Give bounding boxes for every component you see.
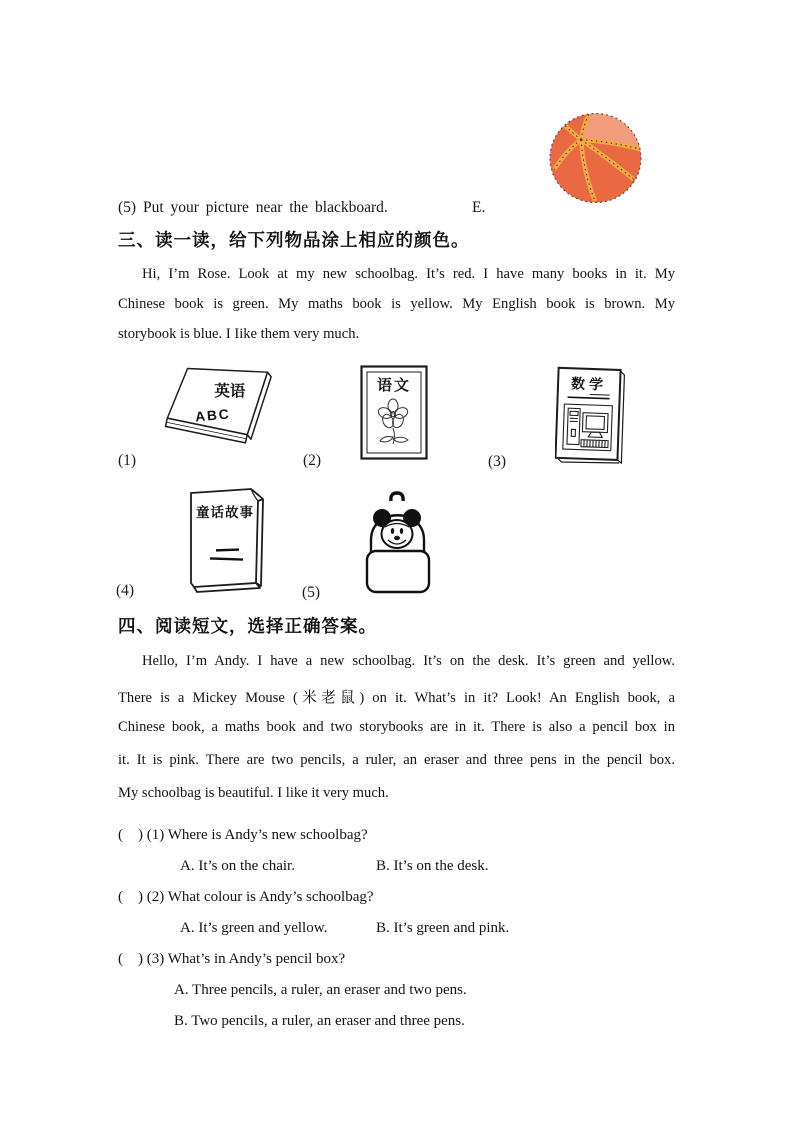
questions-block	[118, 820, 718, 1037]
figure-label: (1)	[118, 452, 137, 469]
passage-line: Chinese book is green. My maths book is yellow. My English book is brown. My	[118, 296, 675, 312]
option-a: A. It’s on the chair.	[180, 858, 295, 874]
figure-label: (3)	[488, 453, 507, 470]
rose-passage	[118, 266, 675, 356]
passage-line: Chinese book, a maths book and two storybooks are in it. There is also a pencil box in	[118, 719, 675, 735]
question-2-options	[118, 913, 718, 944]
question-line-2: ( ) (2) What colour is Andy’s schoolbag?	[118, 889, 374, 905]
option-b: B. Two pencils, a ruler, an eraser and three pens.	[174, 1013, 465, 1029]
question-1-options	[118, 851, 718, 882]
storybook-icon	[181, 486, 267, 594]
item5-text: (5) Put your picture near the blackboard.	[118, 199, 388, 216]
question-line-3: ( ) (3) What’s in Andy’s pencil box?	[118, 951, 346, 967]
andy-passage	[118, 653, 675, 818]
passage-line: My schoolbag is beautiful. I like it very much.	[118, 785, 389, 801]
passage-line: Hi, I’m Rose. Look at my new schoolbag. It’s red. I have many books in it. My	[142, 266, 675, 282]
figure-label: (5)	[302, 584, 321, 601]
passage-line: storybook is blue. I Iike them very much.	[118, 326, 360, 342]
item5-letter: E.	[472, 199, 486, 216]
figure-label: (4)	[116, 582, 135, 599]
item5-line	[118, 199, 675, 217]
cover-title: 童话故事	[196, 505, 254, 520]
option-b: B. It’s on the desk.	[376, 858, 489, 874]
mickey-mouse-schoolbag-icon	[360, 490, 436, 594]
cover-subtitle: ABC	[194, 406, 232, 425]
cover-title: 数学	[570, 375, 608, 393]
passage-line: Hello, I’m Andy. I have a new schoolbag. It’s on the desk. It’s green and yellow.	[142, 653, 675, 669]
option-a: A. It’s green and yellow.	[180, 920, 328, 936]
question-line-1: ( ) (1) Where is Andy’s new schoolbag?	[118, 827, 368, 843]
section4-heading: 四、阅读短文，选择正确答案。	[118, 616, 377, 636]
english-book-icon	[160, 361, 284, 455]
chinese-book-flower-icon	[360, 365, 428, 460]
cover-title: 英语	[214, 383, 246, 401]
option-a: A. Three pencils, a ruler, an eraser and two pens.	[174, 982, 467, 998]
passage-line: There is a Mickey Mouse (米老鼠) on it. What’s in it? Look! An English book, a	[118, 690, 675, 706]
option-b: B. It’s green and pink.	[376, 920, 510, 936]
figure-label: (2)	[303, 452, 322, 469]
section3-heading: 三、读一读，给下列物品涂上相应的颜色。	[118, 230, 470, 250]
maths-book-computer-icon	[555, 366, 627, 464]
basketball-icon	[548, 112, 643, 204]
cover-title: 语文	[376, 377, 412, 394]
passage-line: it. It is pink. There are two pencils, a ruler, an eraser and three pens in the pencil box.	[118, 752, 675, 768]
